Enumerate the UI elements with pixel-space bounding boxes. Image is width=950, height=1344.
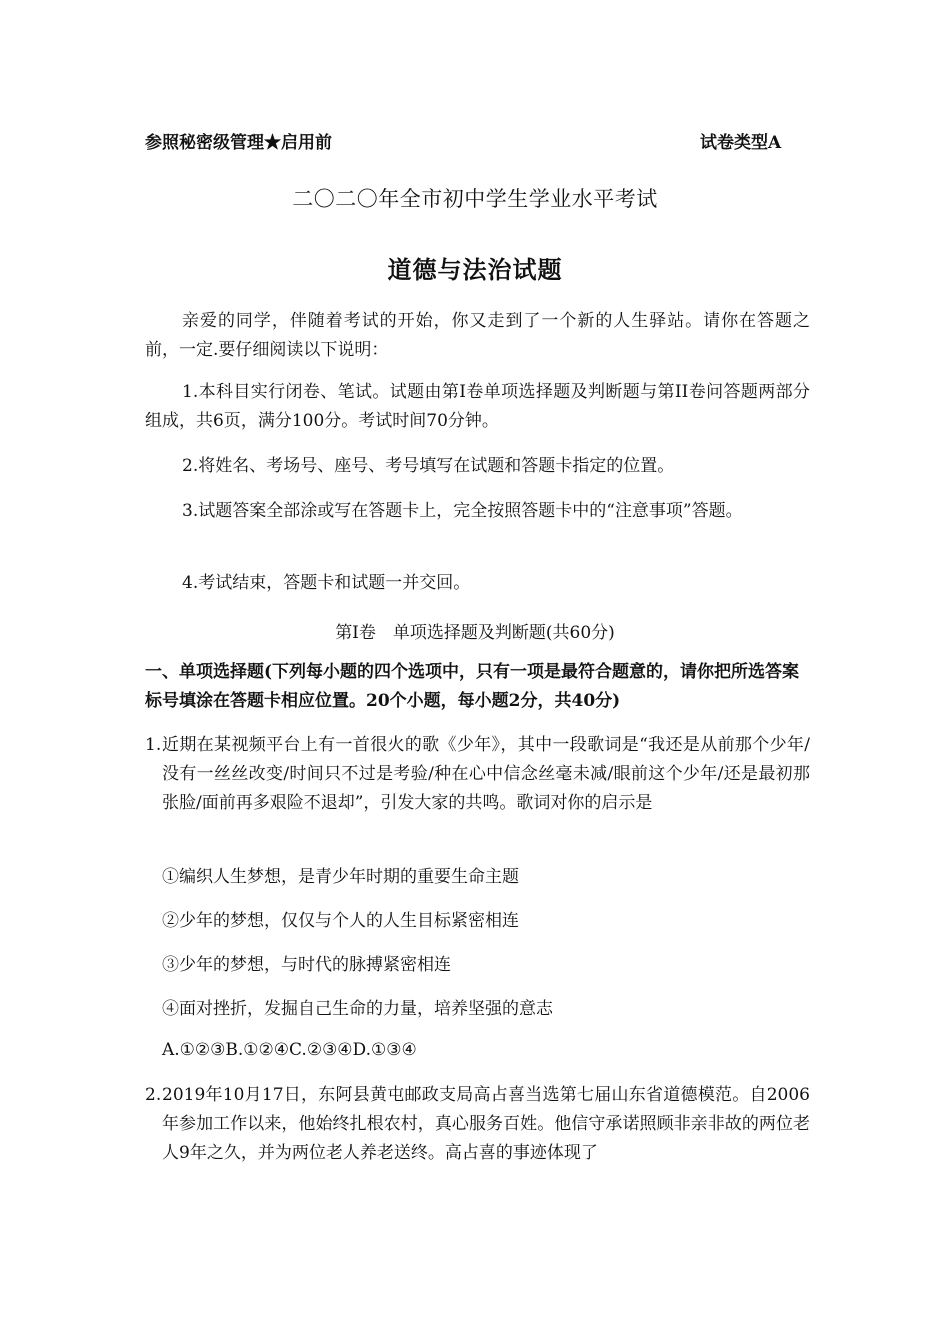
question-text: 近期在某视频平台上有一首很火的歌《少年》，其中一段歌词是“我还是从前那个少年/没有一丝丝改变/时间只不过是考验/种在心中信念丝毫未减/眼前这个少年/还是最初那张脸/面前再多艰险不退却”，引发大家的共鸣。歌词对你的启示是	[162, 735, 810, 813]
statement-option: ③少年的梦想，与时代的脉搏紧密相连	[162, 955, 451, 975]
instruction-item: 3.试题答案全部涂或写在答题卡上，完全按照答题卡中的“注意事项”答题。	[182, 501, 743, 521]
answer-choices: A.①②③B.①②④C.②③④D.①③④	[162, 1040, 417, 1060]
confidentiality-label: 参照秘密级管理★启用前	[145, 133, 332, 153]
subject-title: 道德与法治试题	[387, 255, 563, 284]
paper-type-label: 试卷类型A	[700, 133, 782, 153]
instruction-item: 2.将姓名、考场号、座号、考号填写在试题和答题卡指定的位置。	[182, 456, 675, 476]
section-heading: 第I卷 单项选择题及判断题(共60分)	[335, 623, 615, 643]
question-number: 1.	[145, 735, 162, 755]
question-text: 2019年10月17日，东阿县黄屯邮政支局高占喜当选第七届山东省道德模范。自2006年参加工作以来，他始终扎根农村，真心服务百姓。他信守承诺照顾非亲非故的两位老人9年之久，并为两位老人养老送终。高占喜的事迹体现了	[162, 1085, 810, 1163]
statement-option: ①编织人生梦想，是青少年时期的重要生命主题	[162, 867, 519, 887]
exam-title: 二〇二〇年全市初中学生学业水平考试	[292, 187, 658, 211]
part-one-heading: 一、单项选择题(下列每小题的四个选项中，只有一项是最符合题意的，请你把所选答案标号填涂在答题卡相应位置。20个小题，每小题2分，共40分)	[145, 662, 800, 711]
question-1	[145, 731, 810, 818]
question-number: 2.	[145, 1085, 162, 1105]
intro-paragraph: 亲爱的同学，伴随着考试的开始，你又走到了一个新的人生驿站。请你在答题之前，一定.要仔细阅读以下说明：	[145, 311, 810, 360]
instruction-item: 4.考试结束，答题卡和试题一并交回。	[182, 573, 471, 593]
instruction-item: 1.本科目实行闭卷、笔试。试题由第I卷单项选择题及判断题与第II卷问答题两部分组成，共6页，满分100分。考试时间70分钟。	[145, 382, 810, 431]
question-2	[145, 1081, 810, 1168]
statement-option: ②少年的梦想，仅仅与个人的人生目标紧密相连	[162, 911, 519, 931]
statement-option: ④面对挫折，发掘自己生命的力量，培养坚强的意志	[162, 999, 553, 1019]
